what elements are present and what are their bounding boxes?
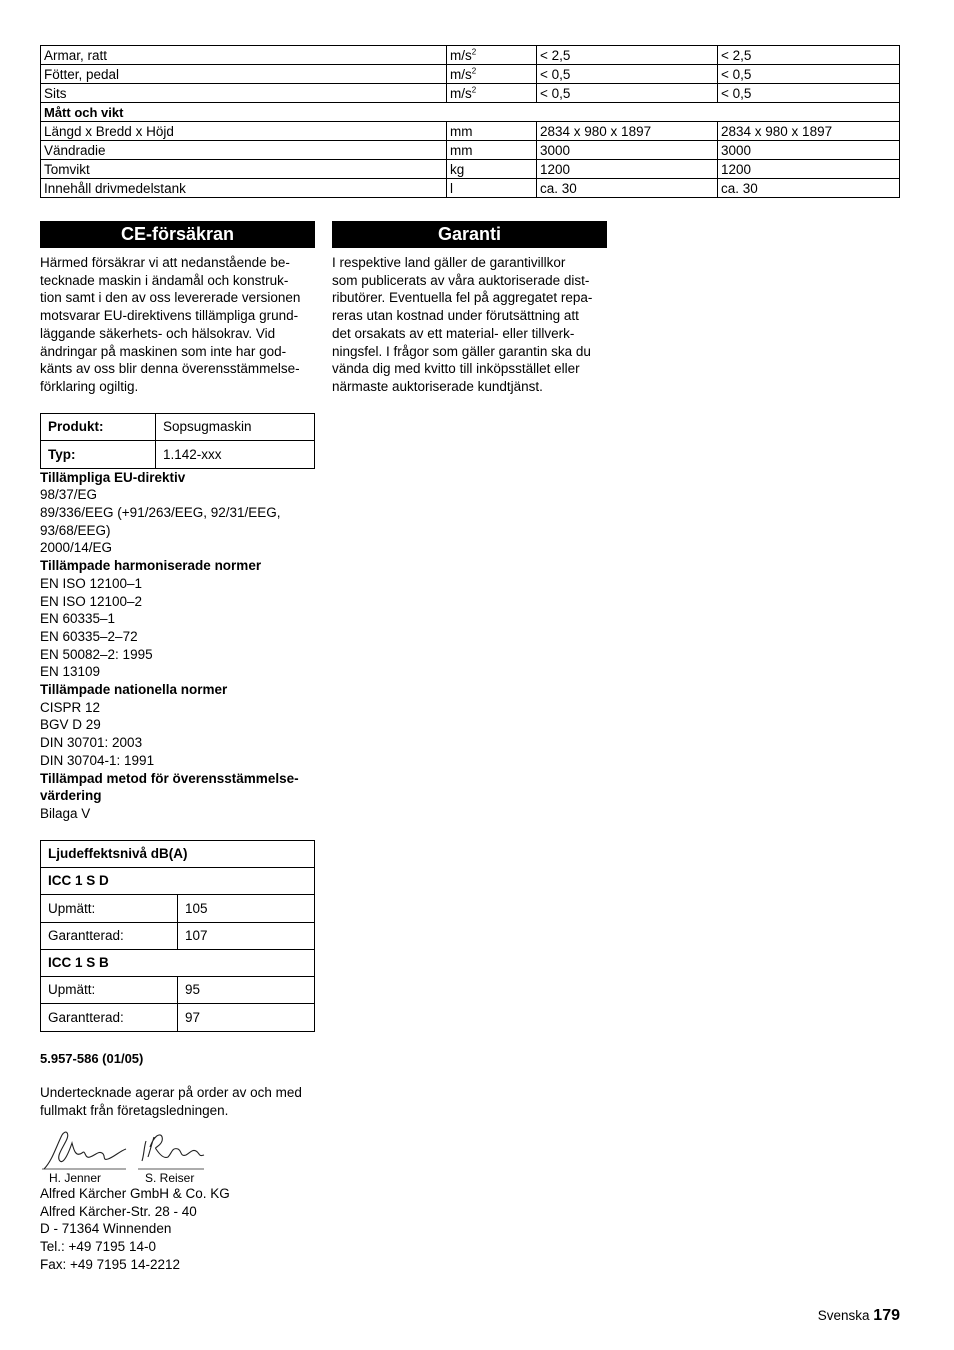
row-unit: $m/s^2$: [447, 84, 537, 103]
product-label: Produkt:: [41, 413, 156, 441]
footer-language: Svenska: [817, 1308, 870, 1323]
spec-table: [40, 45, 900, 198]
signer-jenner: H. Jenner: [49, 1170, 102, 1185]
sound-heading-row: [41, 840, 315, 867]
row-label: Längd x Bredd x Höjd: [41, 122, 447, 141]
page-number: 179: [873, 1307, 900, 1324]
signature-drawings: [40, 1127, 220, 1173]
row-label: Sits: [41, 84, 447, 103]
row-value-2: < 0,5: [718, 65, 900, 84]
row-value-2: 3000: [718, 141, 900, 160]
national-norms: Tillämpade nationella normer CISPR 12 BGV D 29 DIN 30701: 2003 DIN 30704-1: 1991: [40, 681, 315, 770]
signer-reiser: S. Reiser: [145, 1170, 195, 1185]
conformity-method: Tillämpad metod för överensstämmelse- värdering Bilaga V: [40, 770, 315, 823]
sound-power-table: [40, 840, 315, 1032]
type-label: Typ:: [41, 441, 156, 469]
product-value: Sopsugmaskin: [156, 413, 315, 441]
row-value-2: 1200: [718, 160, 900, 179]
row-value-1: ca. 30: [537, 179, 718, 198]
row-value-1: 3000: [537, 141, 718, 160]
table-row: Upmätt: 95: [41, 977, 315, 1004]
table-row: [41, 179, 900, 198]
row-label: Tomvikt: [41, 160, 447, 179]
nat-heading: Tillämpade nationella normer: [40, 682, 228, 698]
product-table: [40, 413, 315, 469]
row-unit: mm: [447, 141, 537, 160]
harm-heading: Tillämpade harmoniserade normer: [40, 558, 262, 574]
table-row: [41, 84, 900, 103]
sound-heading: Ljudeffektsnivå dB(A): [41, 840, 315, 867]
sound-group-row: ICC 1 S D: [41, 867, 315, 894]
table-row: [41, 122, 900, 141]
row-value-2: < 2,5: [718, 46, 900, 65]
row-unit: l: [447, 179, 537, 198]
table-section-row: [41, 103, 900, 122]
table-row: [41, 160, 900, 179]
table-row: [41, 46, 900, 65]
signatures: [40, 1127, 315, 1185]
document-code: 5.957-586 (01/05): [40, 1050, 144, 1066]
row-value-2: 2834 x 980 x 1897: [718, 122, 900, 141]
row-value-2: ca. 30: [718, 179, 900, 198]
row-value-1: 2834 x 980 x 1897: [537, 122, 718, 141]
section-label: Mått och vikt: [41, 103, 900, 122]
table-row: Garantterad: 97: [41, 1004, 315, 1031]
table-row: [41, 65, 900, 84]
row-value-2: < 0,5: [718, 84, 900, 103]
company-address: Alfred Kärcher GmbH & Co. KG Alfred Kärcher-Str. 28 - 40 D - 71364 Winnenden Tel.: +49 7195 14-0 Fax: +49 7195 14-2212: [40, 1185, 230, 1272]
jenner-signature: [44, 1132, 126, 1169]
unit-superscript: 2: [471, 66, 477, 75]
reiser-signature: [142, 1135, 204, 1161]
row-unit: mm: [447, 122, 537, 141]
row-unit: $m/s^2$: [447, 46, 537, 65]
table-row: Upmätt: 105: [41, 895, 315, 922]
garanti-column: Garanti I respektive land gäller de garantivillkor som publicerats av våra auktoriserade dist- ributörer. Eventuella fel på aggregatet repa- reras utan kostnad under förutsättning att det orsakats av ett material- eller tillverk- ningsfel. I frågor som gäller garantin ska du vända dig med kvitto till inköpsstället eller närmaste auktoriserade kundtjänst.: [332, 221, 607, 396]
row-value-1: < 0,5: [537, 84, 718, 103]
row-value-1: 1200: [537, 160, 718, 179]
row-label: Innehåll drivmedelstank: [41, 179, 447, 198]
harmonized-norms: Tillämpade harmoniserade normer EN ISO 12100–1 EN ISO 12100–2 EN 60335–1 EN 60335–2–72 EN 50082–2: 1995 EN 13109: [40, 557, 315, 681]
row-label: Vändradie: [41, 141, 447, 160]
type-value: 1.142-xxx: [156, 441, 315, 469]
row-unit: $m/s^2$: [447, 65, 537, 84]
sound-group-row: ICC 1 S B: [41, 949, 315, 976]
garanti-heading: Garanti: [332, 221, 607, 248]
row-value-1: < 0,5: [537, 65, 718, 84]
ce-column: [40, 221, 315, 1273]
row-value-1: < 2,5: [537, 46, 718, 65]
eu-heading: Tillämpliga EU-direktiv: [40, 469, 186, 485]
table-row: Garantterad: 107: [41, 922, 315, 949]
row-unit: kg: [447, 160, 537, 179]
row-label: Fötter, pedal: [41, 65, 447, 84]
eu-directives: Tillämpliga EU-direktiv 98/37/EG 89/336/EEG (+91/263/EEG, 92/31/EEG, 93/68/EEG) 2000/14/EG: [40, 469, 315, 558]
page-footer: [818, 1307, 900, 1325]
unit-superscript: 2: [471, 85, 477, 94]
table-row: [41, 141, 900, 160]
ce-heading: CE-försäkran: [40, 221, 315, 248]
row-label: Armar, ratt: [41, 46, 447, 65]
method-value: Bilaga V: [40, 805, 91, 821]
signed-statement: Undertecknade agerar på order av och med fullmakt från företagsledningen.: [40, 1085, 302, 1119]
product-row: [41, 413, 315, 441]
unit-superscript: 2: [471, 47, 477, 56]
type-row: [41, 441, 315, 469]
ce-intro: Härmed försäkrar vi att nedanstående be- tecknade maskin i ändamål och konstruk- tion samt i den av oss levererade versionen motsvarar EU-direktivens tillämpliga grund- läggande säkerhets- och hälsokrav. Vid ändringar på maskinen som inte har god- känts av oss blir denna överensstämmelse- förklaring ogiltig.: [40, 255, 301, 394]
